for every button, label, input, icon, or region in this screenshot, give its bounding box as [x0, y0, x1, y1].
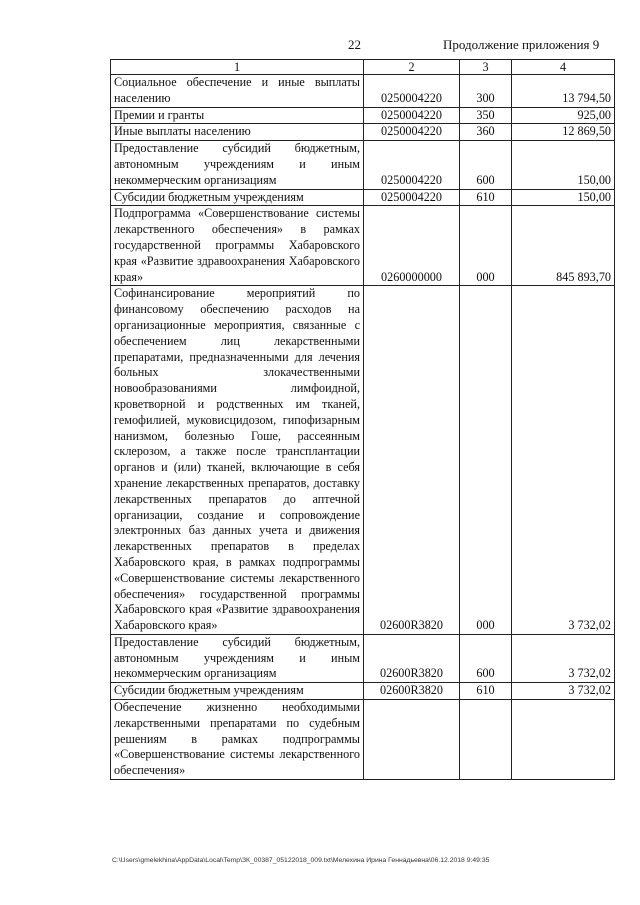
- table-row: [111, 75, 615, 108]
- row-amount: 12 869,50: [512, 124, 615, 141]
- row-target-code: 02600R3820: [364, 634, 460, 682]
- row-amount: 150,00: [512, 141, 615, 189]
- row-name: Субсидии бюджетным учреждениям: [111, 189, 364, 206]
- row-expense-type: 360: [460, 124, 512, 141]
- row-name: Подпрограмма «Совершенствование системы лекарственного обеспечения» в рамках государственной программы Хабаровского края «Развитие здравоохранения Хабаровского края»: [111, 206, 364, 286]
- row-amount: 3 732,02: [512, 286, 615, 635]
- row-name: Предоставление субсидий бюджетным, автономным учреждениям и иным некоммерческим организациям: [111, 634, 364, 682]
- column-header-4: 4: [512, 60, 615, 75]
- row-amount: 3 732,02: [512, 634, 615, 682]
- footer-file-path: C:\Users\gmelekhina\AppData\Local\Temp\ЗК_00387_05122018_009.txt\Мелехина Ирина Геннадьевна\06.12.2018 9:49:35: [112, 857, 490, 864]
- table-row: [111, 107, 615, 124]
- column-header-3: 3: [460, 60, 512, 75]
- row-amount: 925,00: [512, 107, 615, 124]
- row-amount: 150,00: [512, 189, 615, 206]
- row-name: Субсидии бюджетным учреждениям: [111, 683, 364, 700]
- table-row: [111, 286, 615, 635]
- row-expense-type: 610: [460, 189, 512, 206]
- row-name: Предоставление субсидий бюджетным, автономным учреждениям и иным некоммерческим организациям: [111, 141, 364, 189]
- row-name: Социальное обеспечение и иные выплаты населению: [111, 75, 364, 108]
- page-number: 22: [348, 37, 361, 52]
- row-amount: 3 732,02: [512, 683, 615, 700]
- table-row: [111, 141, 615, 189]
- row-name: Обеспечение жизненно необходимыми лекарственными препаратами по судебным решениям в рамках подпрограммы «Совершенствование системы лекарственного обеспечения»: [111, 700, 364, 780]
- row-amount: 845 893,70: [512, 206, 615, 286]
- row-expense-type: 300: [460, 75, 512, 108]
- row-expense-type: [460, 700, 512, 780]
- row-target-code: 0250004220: [364, 189, 460, 206]
- row-expense-type: 600: [460, 634, 512, 682]
- row-amount: 13 794,50: [512, 75, 615, 108]
- row-expense-type: 350: [460, 107, 512, 124]
- row-name: Иные выплаты населению: [111, 124, 364, 141]
- row-target-code: 0260000000: [364, 206, 460, 286]
- column-numbers-row: [111, 60, 615, 75]
- row-target-code: 0250004220: [364, 75, 460, 108]
- row-target-code: 0250004220: [364, 124, 460, 141]
- row-target-code: 02600R3820: [364, 286, 460, 635]
- row-expense-type: 000: [460, 206, 512, 286]
- column-header-2: 2: [364, 60, 460, 75]
- row-target-code: 02600R3820: [364, 683, 460, 700]
- row-target-code: [364, 700, 460, 780]
- table-row: [111, 634, 615, 682]
- table-row: [111, 700, 615, 780]
- table-row: [111, 124, 615, 141]
- row-expense-type: 600: [460, 141, 512, 189]
- table-row: [111, 189, 615, 206]
- table-row: [111, 206, 615, 286]
- row-name: Софинансирование мероприятий по финансовому обеспечению расходов на организационные мероприятия, связанные с обеспечением лиц лекарственными препаратами, предназначенными для лечения больных злокачественными новообразованиями лимфоидной, кроветворной и родственных им тканей, гемофилией, муковисцидозом, гипофизарным нанизмом, болезнью Гоше, рассеянным склерозом, а также после трансплантации органов и (или) тканей, включающие в себя хранение лекарственных препаратов, доставку лекарственных препаратов до аптечной организации, создание и сопровождение электронных баз данных учета и движения лекарственных препаратов в пределах Хабаровского края, в рамках подпрограммы «Совершенствование системы лекарственного обеспечения» государственной программы Хабаровского края «Развитие здравоохранения Хабаровского края»: [111, 286, 364, 635]
- row-expense-type: 000: [460, 286, 512, 635]
- table-row: [111, 683, 615, 700]
- row-name: Премии и гранты: [111, 107, 364, 124]
- row-target-code: 0250004220: [364, 141, 460, 189]
- budget-table: [110, 59, 615, 780]
- row-amount: [512, 700, 615, 780]
- column-header-1: 1: [111, 60, 364, 75]
- row-target-code: 0250004220: [364, 107, 460, 124]
- continuation-label: Продолжение приложения 9: [443, 37, 600, 52]
- row-expense-type: 610: [460, 683, 512, 700]
